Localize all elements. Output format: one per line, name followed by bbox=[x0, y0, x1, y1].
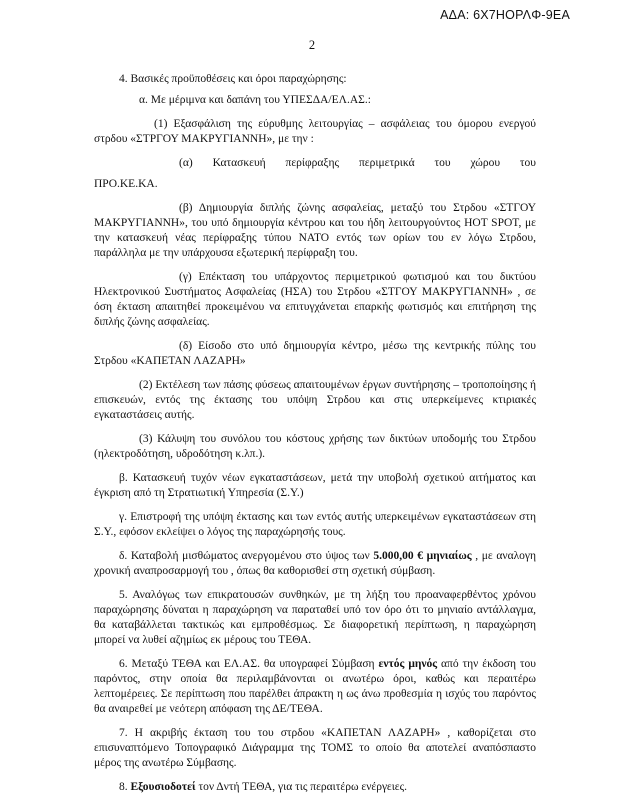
section-6-text-end: από την έκδοση του παρόντος, στην οποία θα περιλαμβάνονται οι ανωτέρω όροι, καθώς και περαιτέρω λεπτομέρειες. Σε περίπτωση που παρέλθει άπρακτη η ως άνω προθεσμία η ισχύς του παρόντος θα αναιρεθεί με νεότερη απόφαση της ΔΕ/ΤΕΘΑ. bbox=[94, 658, 536, 715]
section-4-title: 4. Βασικές προϋποθέσεις και όροι παραχώρησης: bbox=[119, 73, 347, 85]
ada-code: ΑΔΑ: 6Χ7ΗΟΡΛΦ-9ΕΑ bbox=[440, 8, 570, 22]
section-4a1-a-line1: (α) Κατασκευή περίφραξης περιμετρικά του χώρου του bbox=[179, 157, 536, 169]
section-4a1-b: (β) Δημιουργία διπλής ζώνης ασφαλείας, μεταξύ του Στρδου «ΣΤΓΟΥ ΜΑΚΡΥΓΙΑΝΝΗ», του υπό δημιουργία κέντρου και του ήδη λειτουργούντος HOT SPOT, με την κατασκευή νέας περίφραξης τύπου ΝΑΤΟ εντός των ορίων του εν λόγω Στρδου, παράλληλα με την υπάρχουσα εξωτερική περίφραξη του. bbox=[94, 202, 536, 259]
section-5: 5. Αναλόγως των επικρατουσών συνθηκών, με τη λήξη του προαναφερθέντος χρόνου παραχώρησης δύναται η παραχώρηση να παραταθεί υπό τον όρο ότι το μηνιαίο αντάλλαγμα, θα καταβάλλεται τακτικώς και εμπροθέσμως. Σε διαφορετική περίπτωση, η παραχώρηση μπορεί να λυθεί αζημίως εκ μέρους του ΤΕΘΑ. bbox=[94, 589, 536, 646]
section-4d-text-start: δ. Καταβολή μισθώματος ανεργομένου στο ύψος των bbox=[119, 550, 374, 562]
section-6-deadline: εντός μηνός bbox=[378, 658, 438, 670]
section-4a1: (1) Εξασφάλιση της εύρυθμης λειτουργίας – ασφάλειας του όμορου ενεργού στρδου «ΣΤΡΓΟΥ ΜΑΚΡΥΓΙΑΝΝΗ», με την : bbox=[94, 118, 536, 145]
section-8-verb: Εξουσιοδοτεί bbox=[130, 781, 196, 793]
section-7: 7. Η ακριβής έκταση του του στρδου «ΚΑΠΕΤΑΝ ΛΑΖΑΡΗ» , καθορίζεται στο επισυναπτόμενο Τοπογραφικό Διάγραμμα της ΤΟΜΣ το οποίο θα αποτελεί αναπόσπαστο μέρος της ανωτέρω Σύμβασης. bbox=[94, 727, 536, 769]
section-4a1-d: (δ) Είσοδο στο υπό δημιουργία κέντρο, μέσω της κεντρικής πύλης του Στρδου «ΚΑΠΕΤΑΝ ΛΑΖΑΡΗ» bbox=[94, 340, 536, 367]
section-4d bbox=[94, 549, 536, 579]
section-4a: α. Με μέριμνα και δαπάνη του ΥΠΕΣΔΑ/ΕΛ.ΑΣ.: bbox=[139, 94, 371, 106]
section-8-text-end: τον Δντή ΤΕΘΑ, για τις περαιτέρω ενέργειες. bbox=[195, 781, 408, 793]
section-4a3: (3) Κάλυψη του συνόλου του κόστους χρήσης των δικτύων υποδομής του Στρδου (ηλεκτροδότηση, υδροδότηση κ.λπ.). bbox=[94, 433, 536, 460]
section-4d-amount: 5.000,00 € μηνιαίως bbox=[373, 550, 472, 562]
document-body bbox=[94, 72, 536, 795]
section-6-text-start: 6. Μεταξύ ΤΕΘΑ και ΕΛ.ΑΣ. θα υπογραφεί Σύμβαση bbox=[119, 658, 379, 670]
section-4a1-c: (γ) Επέκταση του υπάρχοντος περιμετρικού φωτισμού και του δικτύου Ηλεκτρονικού Συστήματος Ασφαλείας (ΗΣΑ) του Στρδου «ΣΤΓΟΥ ΜΑΚΡΥΓΙΑΝΝΗ» , σε όση έκταση απαιτηθεί προκειμένου να επιτυγχάνεται επαρκής φωτισμός και επιτήρηση της διπλής ζώνης ασφαλείας. bbox=[94, 271, 536, 328]
page-number: 2 bbox=[308, 38, 316, 52]
section-4d-text-end: , με αναλογη χρονική αναπροσαρμογή του , όπως θα καθορισθεί στη σχετική σύμβαση. bbox=[94, 550, 537, 577]
section-4c: γ. Επιστροφή της υπόψη έκτασης και των εντός αυτής υπερκειμένων εγκαταστάσεων στη Σ.Υ., εφόσον εκλείψει ο λόγος της παραχώρησής τους. bbox=[94, 511, 536, 538]
section-4a1-a-line2: ΠΡΟ.ΚΕ.ΚΑ. bbox=[94, 178, 158, 190]
section-4a2: (2) Εκτέλεση των πάσης φύσεως απαιτουμένων έργων συντήρησης – τροποποίησης ή επισκευών, εντός της έκτασης του υπόψη Στρδου και στις υπερκείμενες κτιριακές εγκαταστάσεις αυτής. bbox=[94, 379, 536, 421]
section-4b: β. Κατασκευή τυχόν νέων εγκαταστάσεων, μετά την υποβολή σχετικού αιτήματος και έγκριση από τη Στρατιωτική Υπηρεσία (Σ.Υ.) bbox=[94, 472, 536, 499]
section-8-number: 8. bbox=[119, 781, 131, 793]
section-6 bbox=[94, 657, 536, 717]
section-8 bbox=[94, 780, 536, 795]
